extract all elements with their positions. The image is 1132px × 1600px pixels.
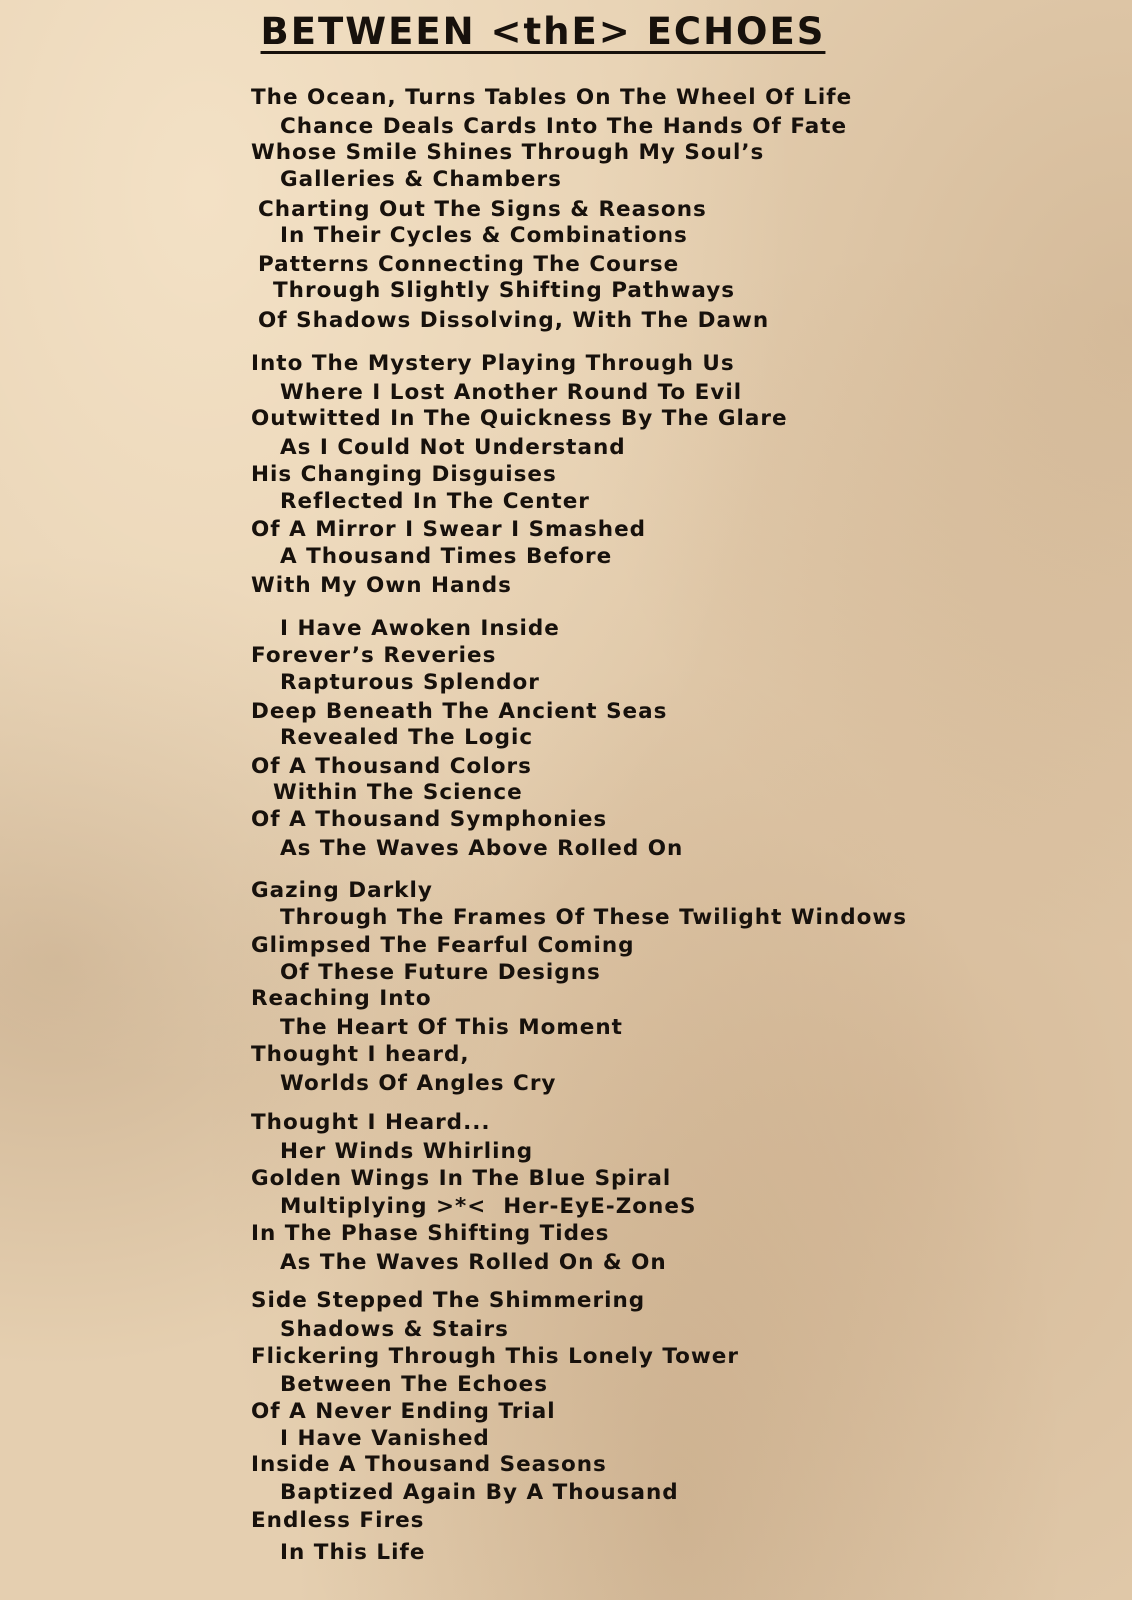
poem-line: Reflected In The Center [280, 489, 590, 514]
poem-line: Gazing Darkly [251, 878, 433, 903]
poem-line: The Heart Of This Moment [280, 1015, 623, 1040]
poem-line: Galleries & Chambers [280, 167, 562, 192]
poem-line: Forever’s Reveries [251, 643, 497, 668]
poem-line: Side Stepped The Shimmering [251, 1288, 646, 1313]
poem-line: Thought I Heard... [251, 1110, 491, 1135]
poem-line: Worlds Of Angles Cry [280, 1071, 557, 1096]
poem-line: The Ocean, Turns Tables On The Wheel Of Life [251, 85, 853, 110]
poem-line: Her Winds Whirling [280, 1139, 534, 1164]
poem-line: Inside A Thousand Seasons [251, 1452, 607, 1477]
poem-line: A Thousand Times Before [280, 544, 613, 569]
poem-line: Of Shadows Dissolving, With The Dawn [258, 308, 770, 333]
poem-line: Through Slightly Shifting Pathways [273, 278, 736, 303]
poem-line: As The Waves Rolled On & On [280, 1250, 667, 1275]
poem-line: Whose Smile Shines Through My Soul’s [251, 140, 765, 165]
poem-line: As The Waves Above Rolled On [280, 836, 684, 861]
poem-line: Golden Wings In The Blue Spiral [251, 1166, 672, 1191]
poem-line: Chance Deals Cards Into The Hands Of Fate [280, 114, 848, 139]
poem-line: Reaching Into [251, 986, 432, 1011]
poem-line: As I Could Not Understand [280, 435, 626, 460]
poem-line: With My Own Hands [251, 573, 512, 598]
poem-line: Deep Beneath The Ancient Seas [251, 699, 668, 724]
poem-title: BETWEEN <thE> ECHOES [260, 10, 826, 53]
poem-line: Endless Fires [251, 1508, 425, 1533]
poem-line: Of A Mirror I Swear I Smashed [251, 517, 647, 542]
poem-line: Of A Thousand Colors [251, 754, 532, 779]
poem-line: Glimpsed The Fearful Coming [251, 933, 635, 958]
poem-line: Patterns Connecting The Course [258, 252, 680, 277]
poem-line: In This Life [280, 1540, 426, 1565]
poem-line: Flickering Through This Lonely Tower [251, 1344, 739, 1369]
poem-line: Revealed The Logic [280, 725, 534, 750]
poem-line: Of A Thousand Symphonies [251, 807, 608, 832]
poem-line: Multiplying >*< Her-EyE-ZoneS [280, 1194, 697, 1219]
poem-line: Between The Echoes [280, 1372, 548, 1397]
poem-line: In The Phase Shifting Tides [251, 1221, 610, 1246]
poem-line: I Have Vanished [280, 1426, 490, 1451]
poem-line: In Their Cycles & Combinations [280, 223, 688, 248]
poem-line: Baptized Again By A Thousand [280, 1480, 679, 1505]
poem-line: Shadows & Stairs [280, 1317, 509, 1342]
poem-line: His Changing Disguises [251, 462, 557, 487]
poem-line: Rapturous Splendor [280, 670, 540, 695]
poem-line: Within The Science [273, 780, 523, 805]
poem-line: Into The Mystery Playing Through Us [251, 351, 735, 376]
poem-line: Outwitted In The Quickness By The Glare [251, 406, 788, 431]
poem-line: Of A Never Ending Trial [251, 1399, 556, 1424]
poem-line: Through The Frames Of These Twilight Windows [280, 905, 908, 930]
poem-line: Charting Out The Signs & Reasons [258, 197, 707, 222]
poem-line: I Have Awoken Inside [280, 616, 560, 641]
poem-line: Of These Future Designs [280, 960, 601, 985]
poem-line: Where I Lost Another Round To Evil [280, 380, 743, 405]
poem-line: Thought I heard, [251, 1042, 470, 1067]
